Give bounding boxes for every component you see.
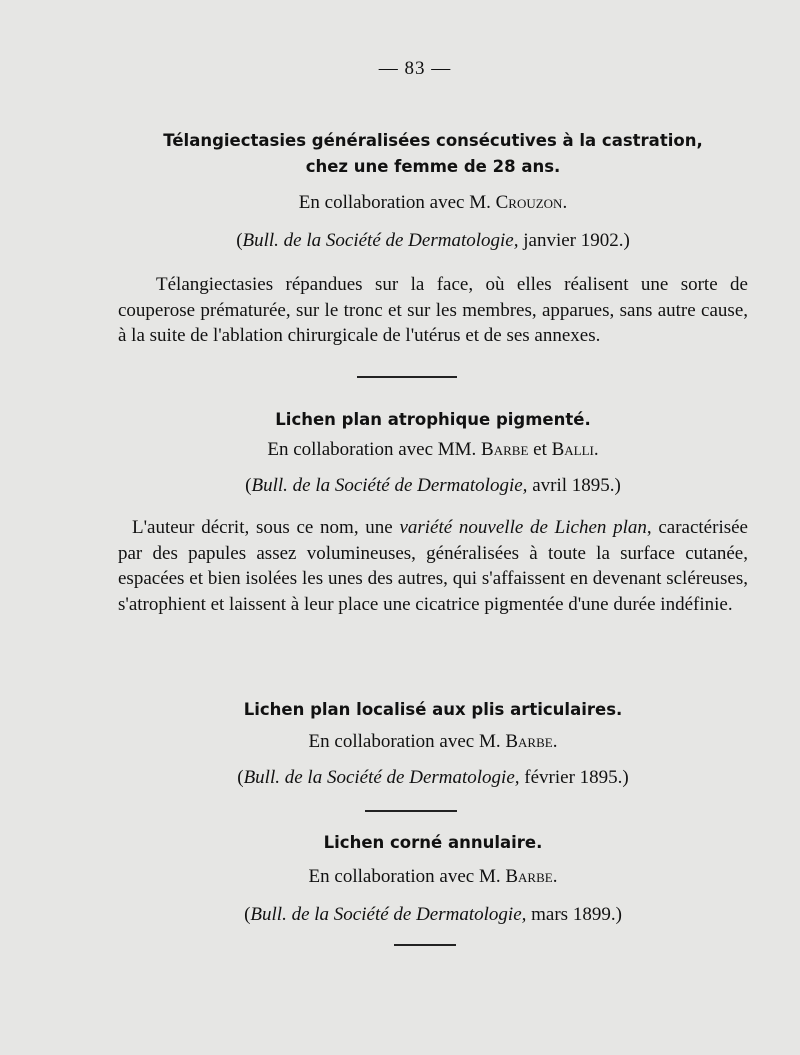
ref-open: (: [244, 904, 251, 925]
collaboration-line: [118, 190, 748, 216]
collaboration-suffix: .: [562, 192, 568, 213]
ref-journal: Bull. de la Société de Dermatologie,: [251, 475, 528, 496]
entry-title-line: chez une femme de 28 ans.: [305, 157, 561, 176]
collaboration-line: [118, 864, 748, 890]
ref-open: (: [245, 475, 252, 496]
section-divider: [357, 376, 457, 378]
entry-title: Lichen corné annulaire.: [323, 833, 543, 852]
ref-journal: Bull. de la Société de Dermatologie,: [242, 230, 519, 251]
paragraph-italic-text: variété nouvelle de Lichen plan: [399, 517, 647, 538]
entry-title: Lichen plan localisé aux plis articulaires.: [243, 700, 623, 719]
bibliographic-reference: [118, 473, 748, 499]
entry-title: Lichen plan atrophique pigmenté.: [275, 410, 591, 429]
collaboration-suffix: .: [552, 731, 558, 752]
paragraph-text: , caractérisée par des papules assez volumineuses, généralisées à toute la surface cutanée, espacées et bien isolées les unes des autres, qui s'affaissent en devenant scléreuses, s'atrophient et laissent à leur place une cicatrice pigmentée d'une durée indéfinie.: [118, 517, 748, 615]
collaboration-conjunction: et: [528, 439, 552, 460]
entry-title: [118, 128, 748, 180]
ref-date: avril 1895.): [527, 475, 621, 496]
bibliographic-reference: [118, 902, 748, 928]
entry-lichen-plan-atrophique: [118, 407, 748, 617]
ref-open: (: [236, 230, 243, 251]
ref-journal: Bull. de la Société de Dermatologie,: [243, 767, 520, 788]
collaboration-prefix: En collaboration avec M.: [298, 192, 496, 213]
collaboration-prefix: En collaboration avec MM.: [267, 439, 482, 460]
collaboration-prefix: En collaboration avec M.: [308, 866, 506, 887]
section-divider: [394, 944, 456, 946]
collaborator-name: Balli: [551, 439, 594, 460]
collaborator-name: Crouzon: [495, 192, 563, 213]
section-divider: [365, 810, 457, 812]
bibliographic-reference: [118, 765, 748, 791]
paragraph-text: L'auteur décrit, sous ce nom, une: [132, 517, 400, 538]
ref-date: février 1895.): [519, 767, 629, 788]
collaboration-line: [118, 437, 748, 463]
ref-date: mars 1899.): [526, 904, 622, 925]
collaboration-prefix: En collaboration avec M.: [308, 731, 506, 752]
collaboration-suffix: .: [593, 439, 599, 460]
page-number: — 83 —: [378, 58, 452, 79]
ref-open: (: [237, 767, 244, 788]
collaborator-name: Barbe: [505, 866, 553, 887]
entry-lichen-corne: [118, 830, 748, 928]
collaborator-name: Barbe: [481, 439, 529, 460]
collaboration-line: [118, 729, 748, 755]
entry-paragraph: [118, 515, 748, 617]
entry-lichen-plan-localise: [118, 697, 748, 791]
ref-date: janvier 1902.): [518, 230, 630, 251]
ref-journal: Bull. de la Société de Dermatologie,: [250, 904, 527, 925]
entry-telangiectasies: [118, 128, 748, 349]
collaborator-name: Barbe: [505, 731, 553, 752]
bibliographic-reference: [118, 228, 748, 254]
collaboration-suffix: .: [552, 866, 558, 887]
entry-paragraph: Télangiectasies répandues sur la face, où elles réalisent une sorte de couperose prématurée, sur le tronc et sur les membres, apparues, sans autre cause, à la suite de l'ablation chirurgicale de l'utérus et de ses annexes.: [118, 274, 748, 346]
entry-title-line: Télangiectasies généralisées consécutives à la castration,: [163, 131, 703, 150]
